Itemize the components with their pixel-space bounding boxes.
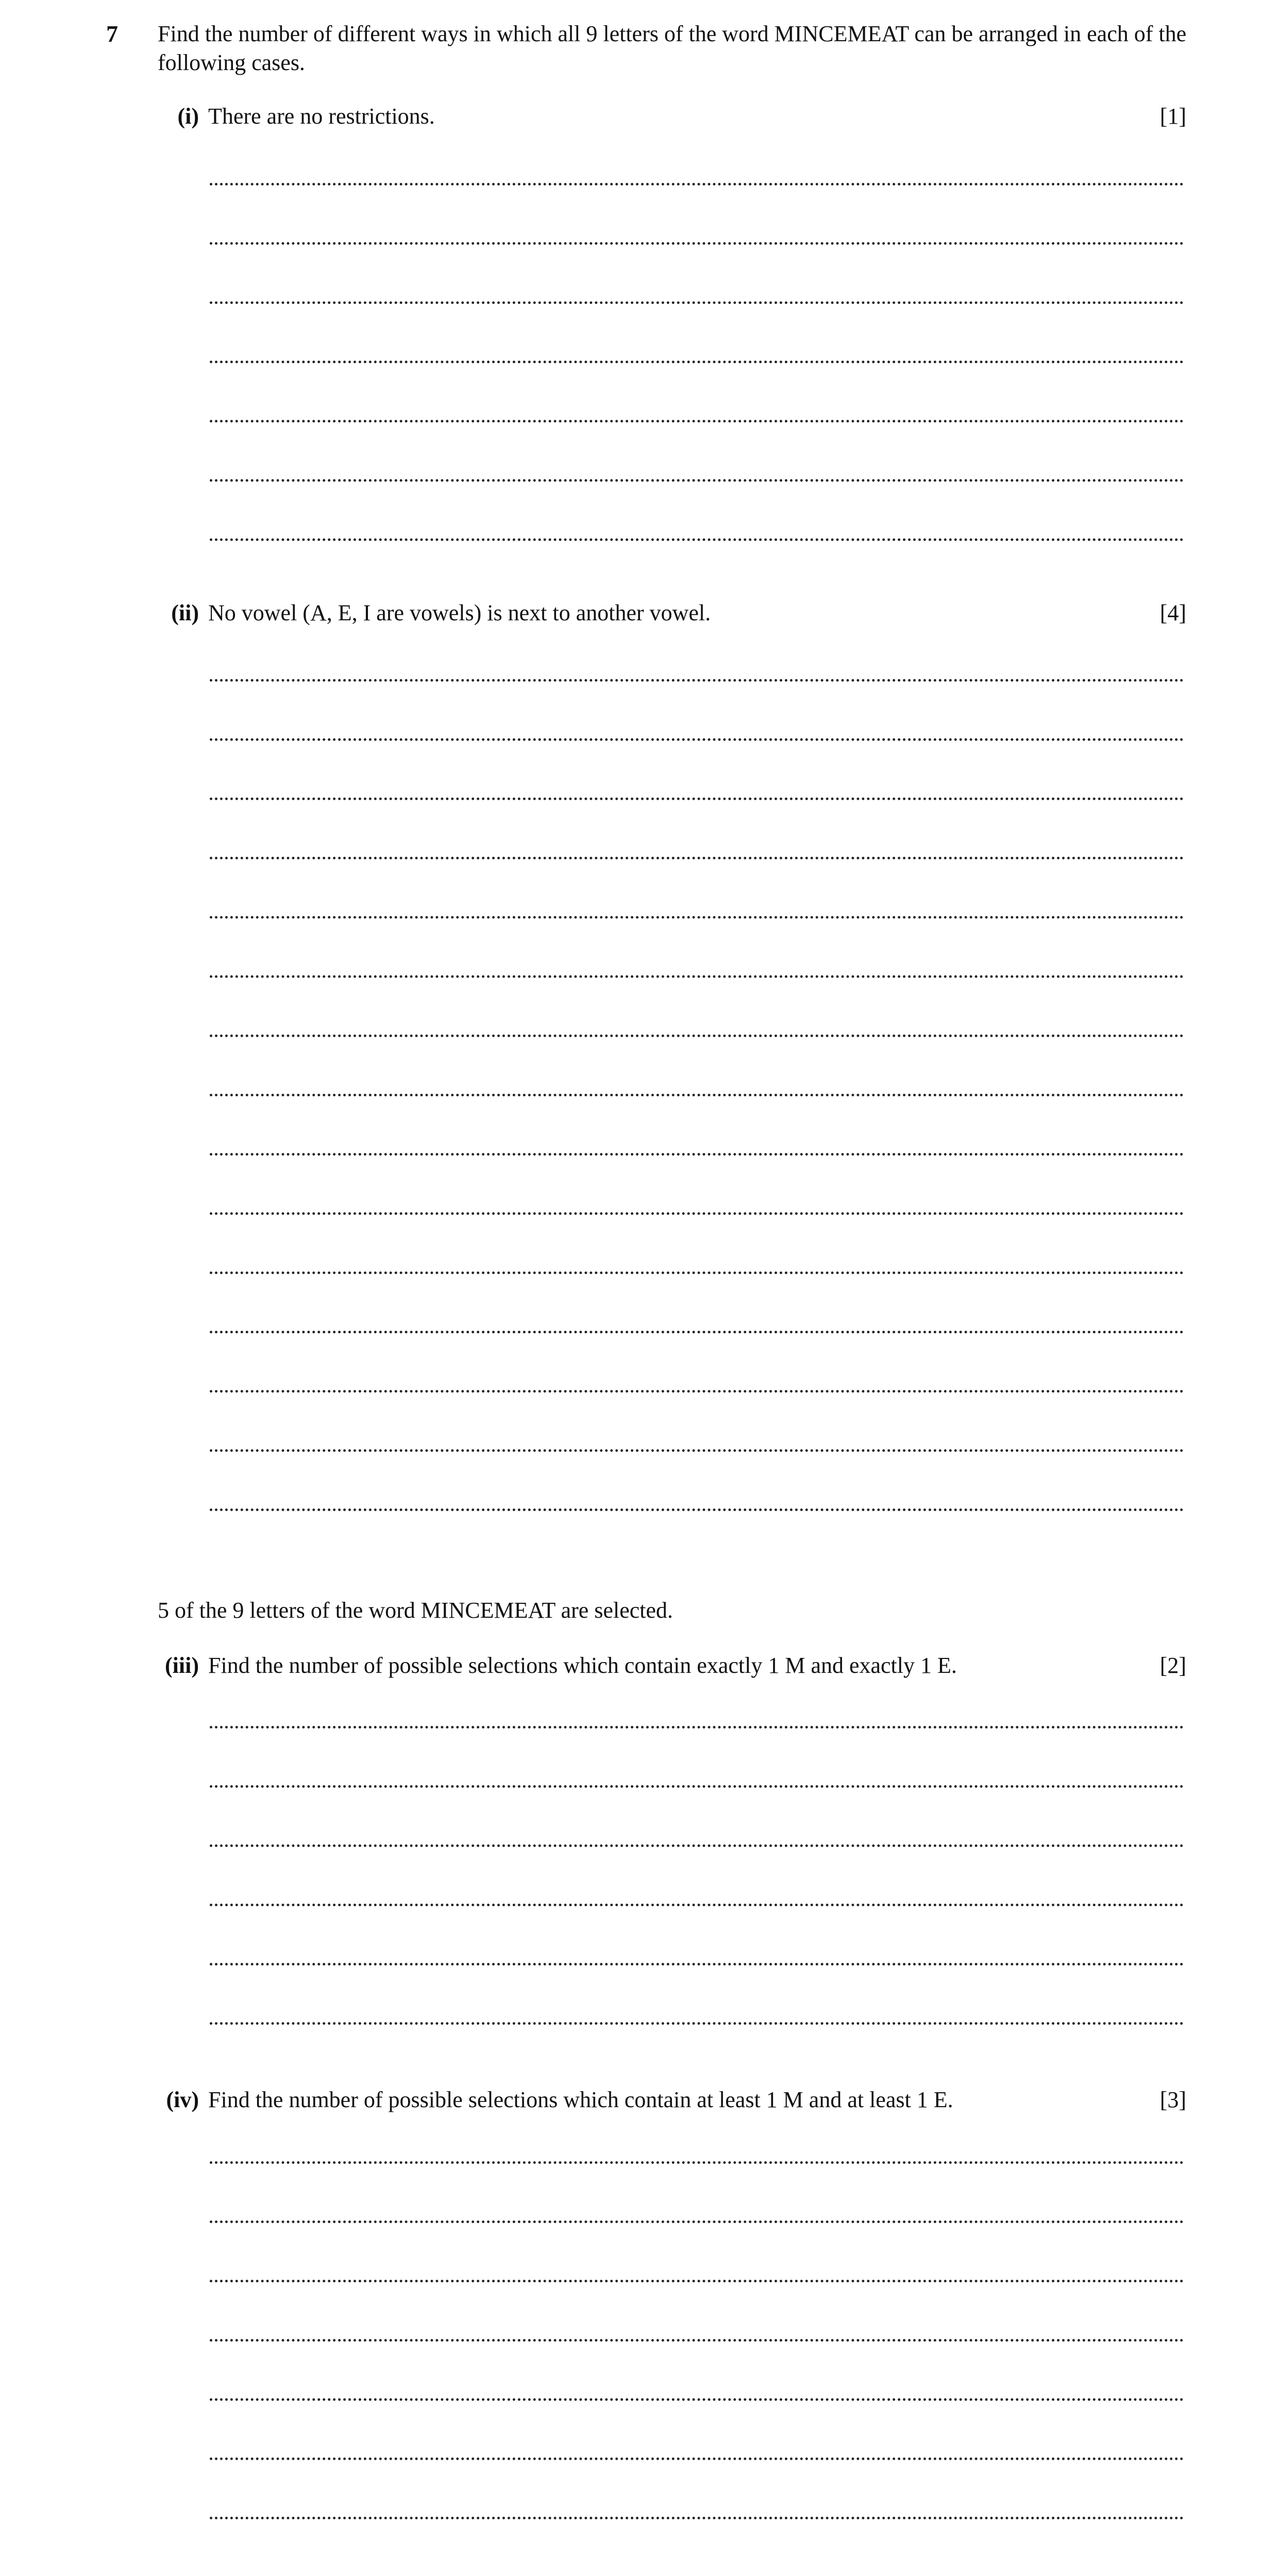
part-iii-marks: [2]	[1159, 1653, 1186, 1678]
answer-line[interactable]	[210, 242, 1184, 245]
answer-line[interactable]	[210, 1726, 1184, 1728]
answer-line[interactable]	[210, 1153, 1184, 1156]
answer-line[interactable]	[210, 1212, 1184, 1215]
part-ii-marks: [4]	[1159, 600, 1186, 625]
part-ii-text: No vowel (A, E, I are vowels) is next to another vowel.	[208, 600, 711, 625]
answer-line[interactable]	[210, 975, 1184, 978]
answer-line[interactable]	[210, 301, 1184, 304]
answer-line[interactable]	[210, 361, 1184, 363]
answer-line[interactable]	[210, 1904, 1184, 1906]
part-iv-marks: [3]	[1159, 2087, 1186, 2112]
answer-line[interactable]	[210, 2022, 1184, 2025]
answer-line[interactable]	[210, 1331, 1184, 1333]
part-iv-label: (iv)	[166, 2087, 199, 2112]
answer-line[interactable]	[210, 2517, 1184, 2519]
part-i-label: (i)	[177, 104, 199, 129]
answer-line[interactable]	[210, 183, 1184, 185]
part-ii-label: (ii)	[171, 600, 199, 625]
answer-line[interactable]	[210, 679, 1184, 682]
answer-line[interactable]	[210, 2161, 1184, 2164]
answer-line[interactable]	[210, 420, 1184, 422]
part-iii-label: (iii)	[165, 1653, 199, 1678]
selection-intro: 5 of the 9 letters of the word MINCEMEAT are selected.	[158, 1598, 673, 1623]
part-i-marks: [1]	[1159, 104, 1186, 129]
question-stem: Find the number of different ways in which all 9 letters of the word MINCEMEAT can be arranged in each of the following cases.	[158, 21, 1187, 75]
answer-line[interactable]	[210, 1272, 1184, 1274]
answer-line[interactable]	[210, 1785, 1184, 1788]
part-iii-text: Find the number of possible selections which contain exactly 1 M and exactly 1 E.	[208, 1653, 957, 1678]
answer-line[interactable]	[210, 1449, 1184, 1452]
answer-line[interactable]	[210, 798, 1184, 800]
answer-line[interactable]	[210, 538, 1184, 541]
part-i-text: There are no restrictions.	[208, 104, 435, 129]
answer-line[interactable]	[210, 479, 1184, 482]
answer-line[interactable]	[210, 1094, 1184, 1096]
answer-line[interactable]	[210, 1509, 1184, 1511]
answer-line[interactable]	[210, 738, 1184, 741]
answer-line[interactable]	[210, 857, 1184, 859]
answer-line[interactable]	[210, 1844, 1184, 1847]
answer-line[interactable]	[210, 2398, 1184, 2401]
answer-line[interactable]	[210, 1035, 1184, 1037]
question-number: 7	[106, 21, 118, 47]
answer-line[interactable]	[210, 2221, 1184, 2223]
answer-line[interactable]	[210, 2280, 1184, 2282]
answer-line[interactable]	[210, 2458, 1184, 2460]
answer-line[interactable]	[210, 916, 1184, 919]
part-iv-text: Find the number of possible selections which contain at least 1 M and at least 1 E.	[208, 2087, 953, 2112]
answer-line[interactable]	[210, 2339, 1184, 2342]
answer-line[interactable]	[210, 1963, 1184, 1965]
answer-line[interactable]	[210, 1390, 1184, 1393]
